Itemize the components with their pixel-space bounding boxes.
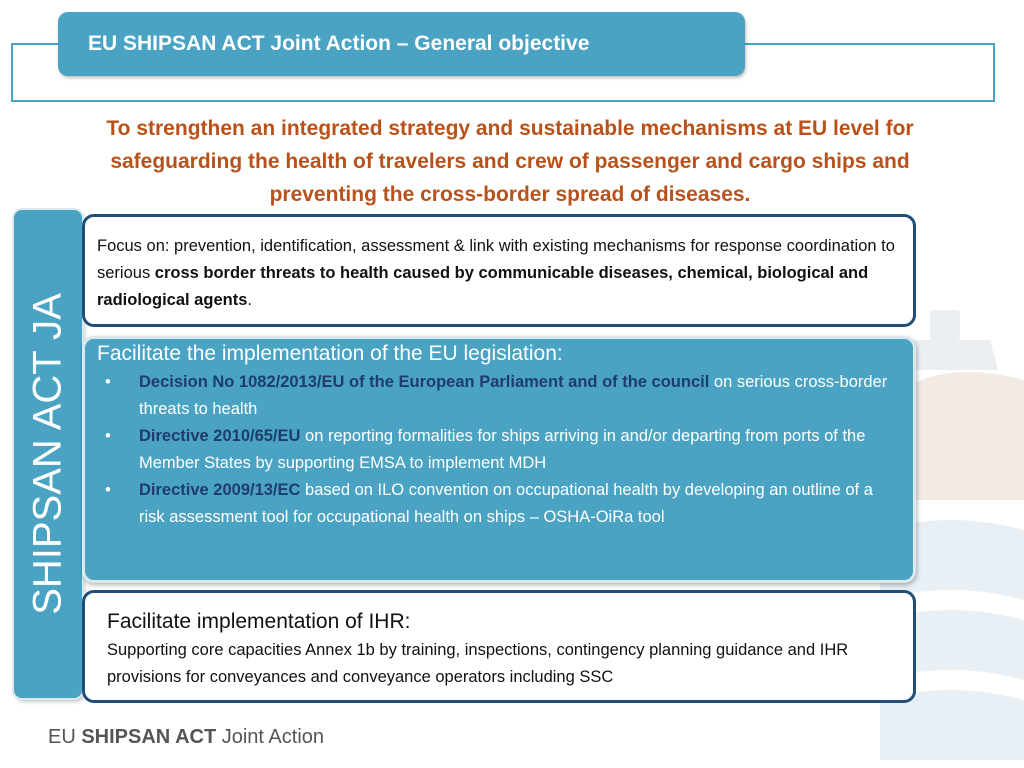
side-label	[14, 210, 82, 698]
side-label-text: SHIPSAN ACT JA	[25, 293, 70, 615]
focus-text-bold: cross border threats to health caused by communicable diseases, chemical, biological and radiological agents	[97, 264, 869, 309]
list-item	[97, 369, 903, 423]
legislation-item-text: on reporting formalities for ships arriving in and/or departing from ports of the Member States by supporting EMSA to implement MDH	[139, 427, 866, 472]
footer-logo	[48, 726, 324, 749]
legislation-item-title: Directive 2009/13/EC	[139, 481, 301, 499]
list-item	[97, 477, 903, 531]
page-title-text: EU SHIPSAN ACT Joint Action – General objective	[88, 32, 590, 55]
list-item	[97, 423, 903, 477]
bullet-icon: •	[105, 373, 111, 391]
legislation-item-title: Directive 2010/65/EU	[139, 427, 301, 445]
legislation-item-text: based on ILO convention on occupational health by developing an outline of a risk assessment tool for occupational health on ships – OSHA-OiRa tool	[139, 481, 873, 526]
legislation-box	[82, 336, 916, 583]
footer-suffix: Joint Action	[216, 726, 325, 748]
page-title	[58, 12, 745, 76]
focus-box	[82, 214, 916, 327]
legislation-list	[97, 369, 903, 531]
focus-text: Focus on: prevention, identification, assessment & link with existing mechanisms for response coordination to serious	[97, 237, 895, 282]
footer-bold: SHIPSAN ACT	[81, 726, 217, 748]
bullet-icon: •	[105, 427, 111, 445]
legislation-heading: Facilitate the implementation of the EU legislation:	[97, 342, 563, 365]
general-objective-text: To strengthen an integrated strategy and sustainable mechanisms at EU level for safeguarding the health of travelers and crew of passenger and cargo ships and preventing the cross-border spread of diseases.	[106, 117, 914, 206]
focus-text-end: .	[247, 291, 252, 309]
ihr-body: Supporting core capacities Annex 1b by training, inspections, contingency planning guidance and IHR provisions for conveyances and conveyance operators including SSC	[107, 641, 849, 686]
legislation-item-text: on serious cross-border threats to health	[139, 373, 888, 418]
bullet-icon: •	[105, 481, 111, 499]
footer-prefix: EU	[48, 726, 82, 748]
ihr-box	[82, 590, 916, 703]
ihr-heading: Facilitate implementation of IHR:	[107, 610, 411, 633]
legislation-item-title: Decision No 1082/2013/EU of the European Parliament and of the council	[139, 373, 710, 391]
